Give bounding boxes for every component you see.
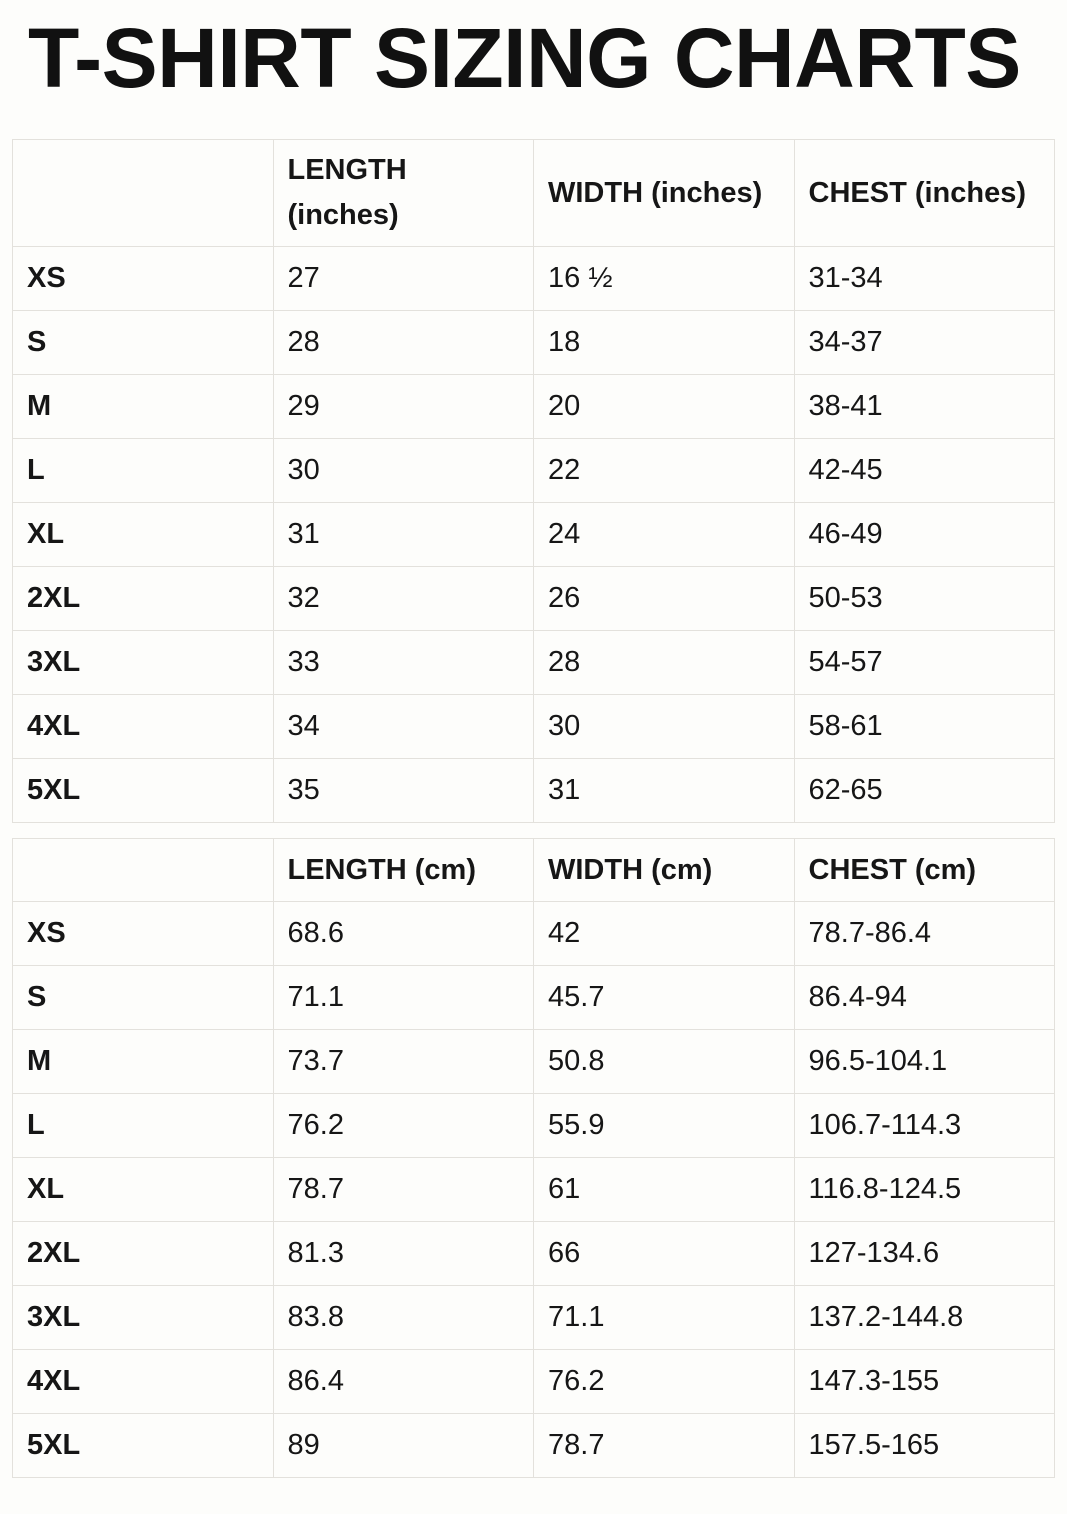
table-row xyxy=(13,311,1055,375)
chest-value-cell: 96.5-104.1 xyxy=(794,1030,1055,1094)
size-label-cell: M xyxy=(13,1030,274,1094)
length-value-cell: 33 xyxy=(273,631,534,695)
table-header-row xyxy=(13,839,1055,902)
chest-value-cell: 86.4-94 xyxy=(794,966,1055,1030)
length-value-cell: 86.4 xyxy=(273,1350,534,1414)
size-label-cell: 4XL xyxy=(13,1350,274,1414)
length-value-cell: 31 xyxy=(273,503,534,567)
table-row xyxy=(13,1286,1055,1350)
width-column-header: WIDTH (inches) xyxy=(534,140,795,247)
chest-value-cell: 137.2-144.8 xyxy=(794,1286,1055,1350)
size-label-cell: 3XL xyxy=(13,631,274,695)
width-value-cell: 55.9 xyxy=(534,1094,795,1158)
chest-value-cell: 78.7-86.4 xyxy=(794,902,1055,966)
size-label-cell: XS xyxy=(13,247,274,311)
table-row xyxy=(13,439,1055,503)
length-value-cell: 32 xyxy=(273,567,534,631)
length-value-cell: 68.6 xyxy=(273,902,534,966)
table-row xyxy=(13,567,1055,631)
length-value-cell: 28 xyxy=(273,311,534,375)
chest-value-cell: 106.7-114.3 xyxy=(794,1094,1055,1158)
size-label-cell: XL xyxy=(13,503,274,567)
chest-value-cell: 50-53 xyxy=(794,567,1055,631)
width-value-cell: 22 xyxy=(534,439,795,503)
length-value-cell: 35 xyxy=(273,759,534,823)
table-row xyxy=(13,695,1055,759)
chest-value-cell: 46-49 xyxy=(794,503,1055,567)
width-value-cell: 71.1 xyxy=(534,1286,795,1350)
size-label-cell: S xyxy=(13,311,274,375)
length-value-cell: 71.1 xyxy=(273,966,534,1030)
width-value-cell: 42 xyxy=(534,902,795,966)
chest-value-cell: 157.5-165 xyxy=(794,1414,1055,1478)
size-column-header xyxy=(13,839,274,902)
size-label-cell: XS xyxy=(13,902,274,966)
length-column-header: LENGTH (inches) xyxy=(273,140,534,247)
length-value-cell: 83.8 xyxy=(273,1286,534,1350)
size-label-cell: 5XL xyxy=(13,1414,274,1478)
width-value-cell: 61 xyxy=(534,1158,795,1222)
length-column-header: LENGTH (cm) xyxy=(273,839,534,902)
chest-value-cell: 147.3-155 xyxy=(794,1350,1055,1414)
table-row xyxy=(13,966,1055,1030)
chest-column-header: CHEST (cm) xyxy=(794,839,1055,902)
table-row xyxy=(13,503,1055,567)
length-value-cell: 76.2 xyxy=(273,1094,534,1158)
chest-value-cell: 34-37 xyxy=(794,311,1055,375)
size-table-inches xyxy=(12,139,1055,823)
size-table-cm xyxy=(12,838,1055,1478)
length-value-cell: 34 xyxy=(273,695,534,759)
chest-value-cell: 42-45 xyxy=(794,439,1055,503)
table-row xyxy=(13,1222,1055,1286)
chest-value-cell: 58-61 xyxy=(794,695,1055,759)
width-value-cell: 76.2 xyxy=(534,1350,795,1414)
size-label-cell: M xyxy=(13,375,274,439)
table-row xyxy=(13,1414,1055,1478)
width-value-cell: 66 xyxy=(534,1222,795,1286)
table-header-row xyxy=(13,140,1055,247)
chest-value-cell: 127-134.6 xyxy=(794,1222,1055,1286)
table-row xyxy=(13,1094,1055,1158)
width-value-cell: 26 xyxy=(534,567,795,631)
width-value-cell: 16 ½ xyxy=(534,247,795,311)
size-label-cell: 4XL xyxy=(13,695,274,759)
width-value-cell: 28 xyxy=(534,631,795,695)
table-row xyxy=(13,631,1055,695)
table-row xyxy=(13,1158,1055,1222)
width-value-cell: 20 xyxy=(534,375,795,439)
chest-value-cell: 38-41 xyxy=(794,375,1055,439)
width-value-cell: 78.7 xyxy=(534,1414,795,1478)
table-row xyxy=(13,759,1055,823)
length-value-cell: 73.7 xyxy=(273,1030,534,1094)
size-label-cell: 3XL xyxy=(13,1286,274,1350)
size-label-cell: 2XL xyxy=(13,567,274,631)
width-value-cell: 18 xyxy=(534,311,795,375)
length-value-cell: 30 xyxy=(273,439,534,503)
size-column-header xyxy=(13,140,274,247)
length-value-cell: 78.7 xyxy=(273,1158,534,1222)
width-value-cell: 30 xyxy=(534,695,795,759)
size-label-cell: 5XL xyxy=(13,759,274,823)
size-label-cell: L xyxy=(13,439,274,503)
chest-column-header: CHEST (inches) xyxy=(794,140,1055,247)
width-value-cell: 31 xyxy=(534,759,795,823)
length-value-cell: 89 xyxy=(273,1414,534,1478)
chest-value-cell: 62-65 xyxy=(794,759,1055,823)
length-value-cell: 81.3 xyxy=(273,1222,534,1286)
width-value-cell: 45.7 xyxy=(534,966,795,1030)
length-value-cell: 27 xyxy=(273,247,534,311)
chest-value-cell: 54-57 xyxy=(794,631,1055,695)
size-label-cell: L xyxy=(13,1094,274,1158)
size-label-cell: XL xyxy=(13,1158,274,1222)
table-row xyxy=(13,1350,1055,1414)
table-row xyxy=(13,247,1055,311)
chest-value-cell: 116.8-124.5 xyxy=(794,1158,1055,1222)
width-value-cell: 24 xyxy=(534,503,795,567)
table-row xyxy=(13,375,1055,439)
table-row xyxy=(13,1030,1055,1094)
page-title: T-SHIRT SIZING CHARTS xyxy=(28,11,1021,105)
size-label-cell: 2XL xyxy=(13,1222,274,1286)
length-value-cell: 29 xyxy=(273,375,534,439)
width-column-header: WIDTH (cm) xyxy=(534,839,795,902)
table-row xyxy=(13,902,1055,966)
size-label-cell: S xyxy=(13,966,274,1030)
width-value-cell: 50.8 xyxy=(534,1030,795,1094)
chest-value-cell: 31-34 xyxy=(794,247,1055,311)
